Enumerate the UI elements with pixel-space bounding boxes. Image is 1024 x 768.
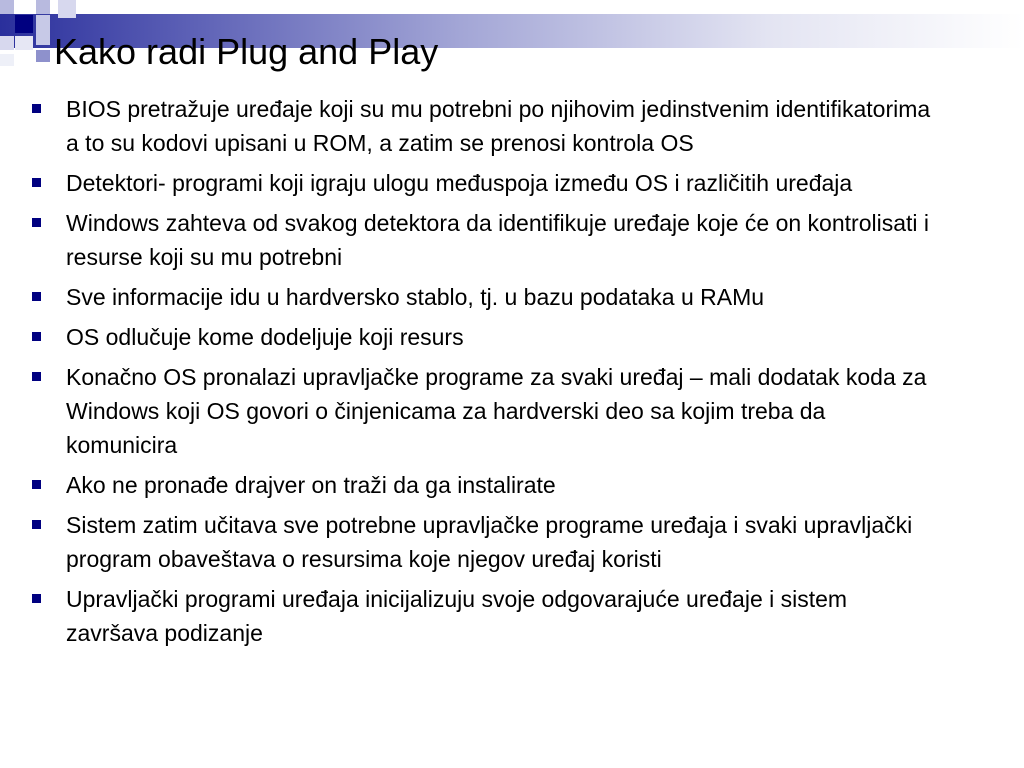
- bullet-text: Ako ne pronađe drajver on traži da ga instalirate: [66, 472, 556, 498]
- list-item: [30, 206, 940, 274]
- square-bullet-icon: [32, 104, 41, 113]
- list-item: [30, 468, 940, 502]
- bullet-text: Detektori- programi koji igraju ulogu međuspoja između OS i različitih uređaja: [66, 170, 853, 196]
- list-item: [30, 508, 940, 576]
- bullet-text: Upravljački programi uređaja inicijalizuju svoje odgovarajuće uređaje i sistem završava podizanje: [66, 586, 848, 646]
- bullet-text: Sve informacije idu u hardversko stablo, tj. u bazu podataka u RAMu: [66, 284, 765, 310]
- list-item: [30, 280, 940, 314]
- square-bullet-icon: [32, 218, 41, 227]
- bullet-text: Windows zahteva od svakog detektora da identifikuje uređaje koje će on kontrolisati i resurse koji su mu potrebni: [66, 210, 929, 270]
- list-item: [30, 166, 940, 200]
- bullet-text: OS odlučuje kome dodeljuje koji resurs: [66, 324, 464, 350]
- bullet-text: Sistem zatim učitava sve potrebne upravljačke programe uređaja i svaki upravljački program obaveštava o resursima koje njegov uređaj koristi: [66, 512, 913, 572]
- square-bullet-icon: [32, 372, 41, 381]
- slide-title: Kako radi Plug and Play: [54, 31, 439, 72]
- square-bullet-icon: [32, 520, 41, 529]
- bullet-text: Konačno OS pronalazi upravljačke programe za svaki uređaj – mali dodatak koda za Windows koji OS govori o činjenicama za hardverski deo sa kojim treba da komunicira: [66, 364, 927, 458]
- bullet-text: BIOS pretražuje uređaje koji su mu potrebni po njihovim jedinstvenim identifikatorima a to su kodovi upisani u ROM, a zatim se prenosi kontrola OS: [66, 96, 931, 156]
- square-bullet-icon: [32, 480, 41, 489]
- square-bullet-icon: [32, 594, 41, 603]
- list-item: [30, 92, 940, 160]
- list-item: [30, 582, 940, 650]
- square-bullet-icon: [32, 292, 41, 301]
- square-bullet-icon: [32, 178, 41, 187]
- list-item: [30, 320, 940, 354]
- bullet-list: [30, 92, 940, 656]
- list-item: [30, 360, 940, 462]
- square-bullet-icon: [32, 332, 41, 341]
